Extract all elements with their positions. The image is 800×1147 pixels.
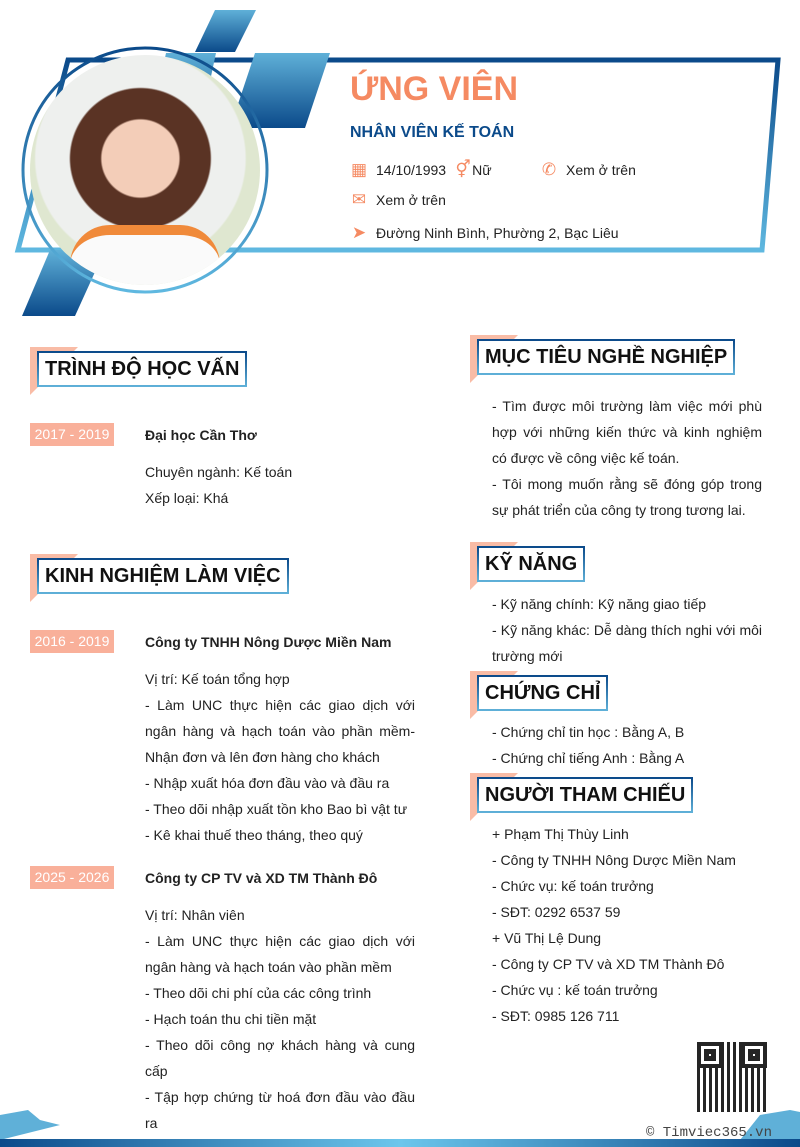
references-list: [492, 821, 736, 1029]
address-row: [350, 224, 619, 242]
job-title: NHÂN VIÊN KẾ TOÁN: [350, 124, 515, 141]
references-heading: NGƯỜI THAM CHIẾU: [477, 777, 693, 813]
job-line: - Nhập xuất hóa đơn đầu vào và đầu ra: [145, 775, 390, 791]
skills-list: [492, 591, 762, 669]
reference-line: - Công ty CP TV và XD TM Thành Đô: [492, 956, 725, 972]
education-line: Chuyên ngành: Kế toán: [145, 464, 293, 480]
certificate-item: - Chứng chỉ tiếng Anh : Bằng A: [492, 750, 685, 766]
education-school: Đại học Cần Thơ: [145, 427, 257, 443]
reference-line: - SĐT: 0985 126 711: [492, 1008, 620, 1024]
email-row: [350, 191, 446, 209]
job-line: - Làm UNC thực hiện các giao dịch với ngân hàng và hạch toán vào phần mềm: [145, 933, 415, 975]
location-icon: ➤: [351, 223, 367, 242]
education-period: 2017 - 2019: [30, 423, 114, 446]
birthday-row: [350, 161, 492, 179]
job-period: 2016 - 2019: [30, 630, 114, 653]
experience-heading: KINH NGHIỆM LÀM VIỆC: [37, 558, 289, 594]
job-details: [145, 666, 415, 848]
address: Đường Ninh Bình, Phường 2, Bạc Liêu: [376, 225, 619, 241]
reference-line: + Vũ Thị Lệ Dung: [492, 930, 602, 946]
phone-icon: ✆: [541, 160, 557, 179]
objective-text: [492, 393, 762, 523]
phone: Xem ở trên: [566, 162, 636, 178]
job-line: Vị trí: Nhân viên: [145, 907, 245, 923]
reference-line: + Phạm Thị Thùy Linh: [492, 826, 629, 842]
calendar-icon: ▦: [350, 160, 368, 179]
job-line: - Tập hợp chứng từ hoá đơn đầu vào đầu ra: [145, 1089, 415, 1131]
skill-item: - Kỹ năng khác: Dễ dàng thích nghi với môi trường mới: [492, 622, 762, 664]
certificate-item: - Chứng chỉ tin học : Bằng A, B: [492, 724, 685, 740]
skill-item: - Kỹ năng chính: Kỹ năng giao tiếp: [492, 596, 707, 612]
watermark: © Timviec365.vn: [645, 1125, 772, 1141]
job-line: - Theo dõi chi phí của các công trình: [145, 985, 372, 1001]
job-line: - Theo dõi nhập xuất tồn kho Bao bì vật tư: [145, 801, 408, 817]
job-line: Vị trí: Kế toán tổng hợp: [145, 671, 290, 687]
phone-row: [540, 161, 636, 179]
gender-icon: ⚥: [455, 160, 471, 179]
qr-code: [697, 1042, 767, 1112]
email: Xem ở trên: [376, 192, 446, 208]
job-company: Công ty TNHH Nông Dược Miền Nam: [145, 634, 392, 650]
job-details: [145, 902, 415, 1136]
certificates-heading: CHỨNG CHỈ: [477, 675, 608, 711]
objective-line: - Tôi mong muốn rằng sẽ đóng góp trong sự phát triển của công ty trong tương lai.: [492, 476, 762, 518]
objective-heading: MỤC TIÊU NGHỀ NGHIỆP: [477, 339, 735, 375]
education-details: [145, 459, 292, 511]
email-icon: ✉: [351, 190, 367, 209]
job-period: 2025 - 2026: [30, 866, 114, 889]
reference-line: - Chức vụ: kế toán trưởng: [492, 878, 654, 894]
job-line: - Hạch toán thu chi tiền mặt: [145, 1011, 317, 1027]
gender: Nữ: [472, 162, 492, 178]
candidate-name: ỨNG VIÊN: [350, 70, 519, 108]
reference-line: - SĐT: 0292 6537 59: [492, 904, 621, 920]
job-line: - Kê khai thuế theo tháng, theo quý: [145, 827, 363, 843]
education-line: Xếp loại: Khá: [145, 490, 229, 506]
avatar-photo: [30, 55, 260, 285]
reference-line: - Chức vụ : kế toán trưởng: [492, 982, 658, 998]
job-line: - Làm UNC thực hiện các giao dịch với ngân hàng và hạch toán vào phần mềm- Nhận đơn và lên đơn hàng cho khách: [145, 697, 415, 765]
reference-line: - Công ty TNHH Nông Dược Miền Nam: [492, 852, 736, 868]
job-line: - Theo dõi công nợ khách hàng và cung cấp: [145, 1037, 415, 1079]
certificates-list: [492, 719, 684, 771]
job-company: Công ty CP TV và XD TM Thành Đô: [145, 870, 378, 886]
education-heading: TRÌNH ĐỘ HỌC VẤN: [37, 351, 247, 387]
objective-line: - Tìm được môi trường làm việc mới phù hợp với những kiến thức và kinh nghiệm có được về công việc kế toán.: [492, 398, 762, 466]
birthday: 14/10/1993: [376, 162, 447, 178]
skills-heading: KỸ NĂNG: [477, 546, 585, 582]
